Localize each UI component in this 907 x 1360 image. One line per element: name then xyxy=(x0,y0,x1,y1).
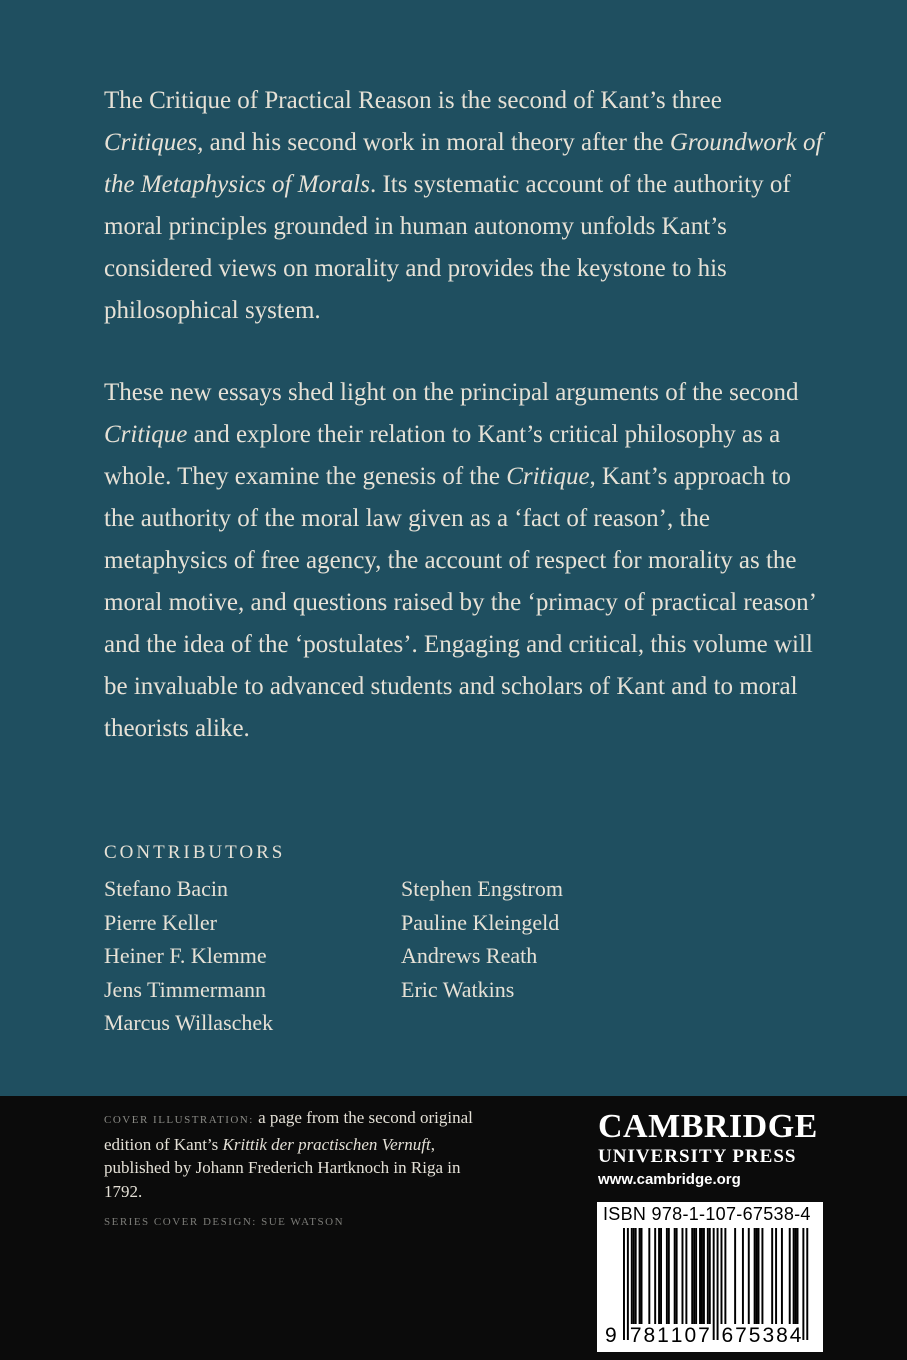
barcode-bar xyxy=(797,1228,799,1324)
barcode-bar xyxy=(654,1228,656,1324)
barcode-digit: 8 xyxy=(643,1324,656,1347)
barcode-bar xyxy=(795,1228,797,1324)
barcode-bar xyxy=(721,1228,723,1324)
blurb-italic: Critique xyxy=(506,463,590,490)
barcode-bar xyxy=(789,1228,791,1324)
contributors-left-column xyxy=(104,872,273,1040)
barcode-bar xyxy=(693,1228,695,1324)
barcode-bar xyxy=(639,1228,641,1324)
barcode-bar xyxy=(748,1228,750,1324)
barcode-bar xyxy=(793,1228,795,1324)
cover-illustration-label: COVER ILLUSTRATION: xyxy=(104,1114,254,1126)
contributor-name: Stephen Engstrom xyxy=(401,876,563,901)
barcode-bar xyxy=(635,1228,637,1324)
credit-italic-title: Krittik der practischen Vernuft xyxy=(222,1134,431,1154)
cover-illustration-credit xyxy=(104,1106,474,1203)
blurb-text: . Its systematic account of the authority of moral principles grounded in human autonomy unfolds Kant’s considered views on morality and provides the keystone to his philosophical system. xyxy=(104,171,791,324)
contributor-name: Jens Timmermann xyxy=(104,976,266,1002)
contributor-name: Andrews Reath xyxy=(401,943,538,969)
barcode-bar xyxy=(660,1228,662,1324)
barcode-bar xyxy=(761,1228,763,1324)
barcode-digit: 7 xyxy=(629,1324,642,1347)
barcode-bar xyxy=(707,1228,709,1324)
barcode-bar xyxy=(754,1228,756,1324)
barcode-bar xyxy=(758,1228,760,1324)
contributor-name: Pierre Keller xyxy=(104,909,217,935)
blurb-italic: Critique xyxy=(104,421,188,448)
blurb-paragraph-2 xyxy=(104,372,824,750)
blurb-italic: Groundwork of the Metaphysics of Morals xyxy=(104,129,823,198)
barcode-bar xyxy=(691,1228,693,1324)
barcode-bar xyxy=(674,1228,676,1324)
barcode-bar xyxy=(666,1228,668,1324)
blurb-text: , and his second work in moral theory after the xyxy=(197,129,670,156)
barcode-bar xyxy=(699,1228,701,1324)
blurb-text: , Kant’s approach to the authority of the moral law given as a ‘fact of reason’, the metaphysics of free agency, the account of respect for morality as the moral motive, and questions raised by the ‘primacy of practical reason’ and the idea of the ‘postulates’. Engaging and critical, this volume will be invaluable to advanced students and scholars of Kant and to moral theorists alike. xyxy=(104,463,816,742)
publisher-logo xyxy=(598,1108,828,1192)
contributor-name: Heiner F. Klemme xyxy=(104,943,267,969)
barcode-bar xyxy=(641,1228,643,1324)
barcode-bar xyxy=(685,1228,687,1324)
barcode-bar xyxy=(724,1228,726,1324)
barcode-bar xyxy=(781,1228,783,1324)
barcode-digit: 4 xyxy=(789,1324,802,1347)
credit-text: , published by Johann Frederich Hartknoch in Riga in 1792. xyxy=(104,1134,461,1201)
isbn-label: ISBN 978-1-107-67538-4 xyxy=(603,1204,811,1224)
blurb-italic: Critiques xyxy=(104,129,198,156)
contributor-name: Marcus Willaschek xyxy=(104,1010,274,1036)
barcode-bar xyxy=(771,1228,773,1324)
barcode-digit: 1 xyxy=(657,1324,669,1347)
publisher-url: www.cambridge.org xyxy=(598,1171,741,1188)
blurb-text: These new essays shed light on the principal arguments of the second xyxy=(104,379,799,406)
blurb-paragraph-1 xyxy=(104,80,824,332)
barcode-digit: 0 xyxy=(684,1324,697,1347)
blurb-text: and explore their relation to Kant’s critical philosophy as a whole. They examine the genesis of the xyxy=(104,421,781,490)
barcode-bar xyxy=(701,1228,703,1324)
credit-text: a page from the second original edition of Kant’s xyxy=(104,1108,473,1154)
publisher-name: CAMBRIDGE xyxy=(598,1108,818,1145)
contributors-right-column xyxy=(401,872,563,1006)
barcode-digit: 5 xyxy=(748,1324,761,1347)
barcode-bar xyxy=(631,1228,633,1324)
barcode-digit: 9 xyxy=(605,1324,617,1347)
blurb-text: The Critique of Practical Reason is the second of Kant’s three xyxy=(104,87,722,114)
barcode-digit: 8 xyxy=(776,1324,788,1347)
barcode-bar xyxy=(775,1228,777,1324)
barcode-digit: 7 xyxy=(735,1324,747,1347)
barcode-digits xyxy=(597,1324,823,1350)
contributors-heading: CONTRIBUTORS xyxy=(104,842,286,863)
barcode-bar xyxy=(682,1228,684,1324)
barcode-digit: 6 xyxy=(721,1324,734,1347)
publisher-subtitle: UNIVERSITY PRESS xyxy=(598,1146,797,1167)
barcode-bar xyxy=(676,1228,678,1324)
barcode-bar xyxy=(633,1228,635,1324)
barcode-bar xyxy=(658,1228,660,1324)
barcode-bar xyxy=(695,1228,697,1324)
barcode-bar xyxy=(756,1228,758,1324)
barcode-digit: 1 xyxy=(670,1324,683,1347)
barcode-bar xyxy=(703,1228,705,1324)
contributor-name: Pauline Kleingeld xyxy=(401,909,560,935)
contributor-name: Eric Watkins xyxy=(401,976,515,1002)
barcode-bar xyxy=(742,1228,744,1324)
barcode-bar xyxy=(668,1228,670,1324)
isbn-barcode xyxy=(597,1202,823,1352)
barcode-bar xyxy=(709,1228,711,1324)
barcode-bar xyxy=(734,1228,736,1324)
barcode-digit: 3 xyxy=(762,1324,775,1347)
barcode-bar xyxy=(648,1228,650,1324)
barcode-digit: 7 xyxy=(698,1324,710,1347)
series-cover-design-credit: SERIES COVER DESIGN: SUE WATSON xyxy=(104,1216,345,1228)
contributor-name: Stefano Bacin xyxy=(104,876,229,901)
